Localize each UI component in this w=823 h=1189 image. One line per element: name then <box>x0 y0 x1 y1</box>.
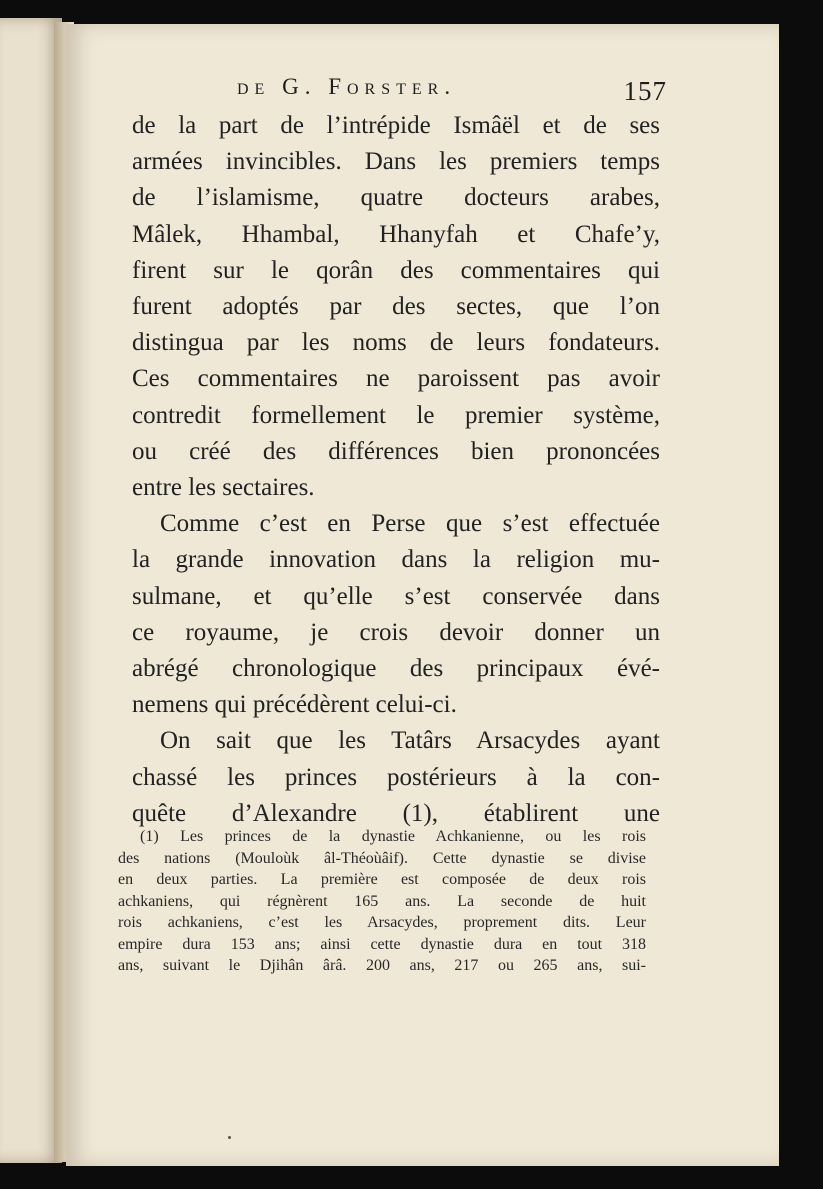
paragraph-start-line: Comme c’est en Perse que s’est effectuée <box>160 510 660 538</box>
text-line: ou créé des différences bien prononcées <box>132 437 660 465</box>
text-line: contredit formellement le premier système, <box>132 401 660 429</box>
paper-speck <box>228 1136 231 1139</box>
footnote-line: empire dura 153 ans; ainsi cette dynastie dura en tout 318 <box>118 935 646 953</box>
facing-page-edge <box>0 18 62 1163</box>
text-line: armées invincibles. Dans les premiers temps <box>132 148 660 176</box>
running-head <box>237 74 667 106</box>
running-head-title: de G. Forster. <box>237 74 457 99</box>
footnote-line: achkaniens, qui régnèrent 165 ans. La seconde de huit <box>118 892 646 910</box>
text-line: la grande innovation dans la religion mu- <box>132 546 660 574</box>
text-line: Ces commentaires ne paroissent pas avoir <box>132 365 660 393</box>
text-line: sulmane, et qu’elle s’est conservée dans <box>132 582 660 610</box>
footnote-line: des nations (Mouloùk âl-Théoùâif). Cette dynastie se divise <box>118 849 646 867</box>
text-line: nemens qui précédèrent celui-ci. <box>132 691 457 719</box>
text-line: de la part de l’intrépide Ismâël et de ses <box>132 112 660 139</box>
page-number: 157 <box>623 76 667 106</box>
text-line: Mâlek, Hhambal, Hhanyfah et Chafe’y, <box>132 220 660 248</box>
text-line: distingua par les noms de leurs fondateurs. <box>132 329 660 357</box>
text-line: de l’islamisme, quatre docteurs arabes, <box>132 184 660 212</box>
footnote-line: ans, suivant le Djihân ârâ. 200 ans, 217 ou 265 ans, sui- <box>118 957 646 974</box>
text-line: quête d’Alexandre (1), établirent une <box>132 799 660 827</box>
footnote-line: en deux parties. La première est composée de deux rois <box>118 871 646 888</box>
footnote <box>118 826 646 977</box>
paragraph-start-line: On sait que les Tatârs Arsacydes ayant <box>160 727 660 755</box>
text-line: abrégé chronologique des principaux évé- <box>132 655 660 683</box>
text-line: ce royaume, je crois devoir donner un <box>132 618 660 646</box>
text-line: furent adoptés par des sectes, que l’on <box>132 293 660 321</box>
text-line: chassé les princes postérieurs à la con- <box>132 763 660 791</box>
main-text <box>132 108 660 832</box>
text-line: entre les sectaires. <box>132 474 315 502</box>
footnote-line: (1) Les princes de la dynastie Achkanienne, ou les rois <box>140 828 646 845</box>
text-line: firent sur le qorân des commentaires qui <box>132 256 660 284</box>
footnote-line: rois achkaniens, c’est les Arsacydes, proprement dits. Leur <box>118 914 646 931</box>
